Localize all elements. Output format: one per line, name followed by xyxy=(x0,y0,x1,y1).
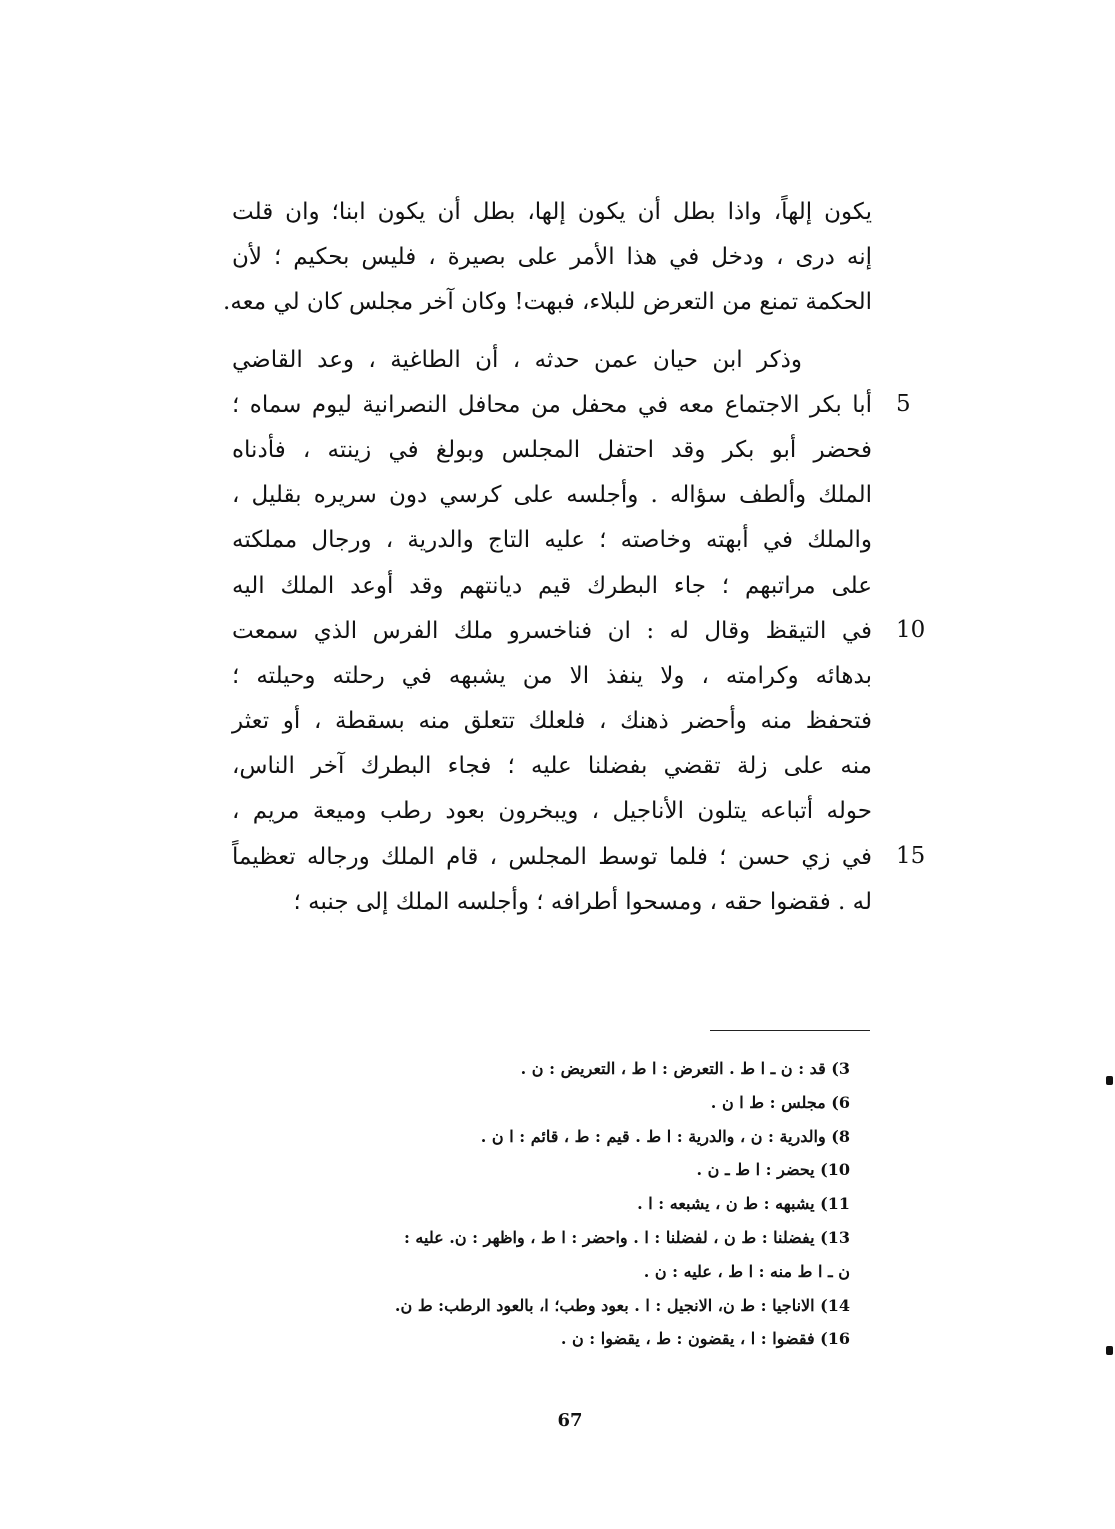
text-line: له . فقضوا حقه ، ومسحوا أطرافه ؛ وأجلسه الملك إلى جنبه ؛ xyxy=(293,888,872,915)
footnote: 8) والدرية : ن ، والدرية : ا ط . قيم : ط ، قائم : ا ن . xyxy=(480,1126,850,1146)
footnote: 13) يفضلنا : ط ن ، لفضلنا : ا . واحضر : ا ط ، واظهر : ن. عليه : xyxy=(403,1227,850,1247)
scan-edge-mark xyxy=(1106,1076,1113,1085)
footnote: 11) يشبهه : ط ن ، يشبعه : ا . xyxy=(637,1194,850,1214)
scan-edge-mark xyxy=(1106,1346,1113,1355)
text-line: إنه درى ، ودخل في هذا الأمر على بصيرة ، فليس بحكيم ؛ لأن xyxy=(232,244,872,271)
text-line: فحضر أبو بكر وقد احتفل المجلس وبولغ في زينته ، فأدناه xyxy=(232,436,872,463)
main-text-block xyxy=(223,190,872,925)
text-line: والملك في أبهته وخاصته ؛ عليه التاج والدرية ، ورجال مملكته xyxy=(232,527,872,554)
text-line: في زي حسن ؛ فلما توسط المجلس ، قام الملك ورجاله تعظيماً xyxy=(232,843,872,870)
text-line: يكون إلهاً، واذا بطل أن يكون إلها، بطل أن يكون ابنا؛ وان قلت xyxy=(232,199,872,225)
text-line: حوله أتباعه يتلون الأناجيل ، ويبخرون بعود رطب وميعة مريم ، xyxy=(232,798,872,825)
text-line: أبا بكر الاجتماع معه في محفل من محافل النصرانية ليوم سماه ؛ xyxy=(232,391,872,418)
footnote: 14) الاناجيا : ط ن، الانجيل : ا . بعود وطب؛ ا، بالعود الرطب: ط ن. xyxy=(394,1295,850,1315)
text-line: الملك وألطف سؤاله . وأجلسه على كرسي دون سريره بقليل ، xyxy=(232,482,872,509)
footnote: ن ـ ا ط منه : ا ط ، عليه : ن . xyxy=(643,1261,850,1281)
footnote: 3) قد : ن ـ ا ط . التعرض : ا ط ، التعريض : ن . xyxy=(520,1059,850,1078)
line-number: 10 xyxy=(896,617,926,643)
footnotes-block xyxy=(225,1052,850,1356)
text-line: في التيقظ وقال له : ان فناخسرو ملك الفرس الذي سمعت xyxy=(232,617,872,644)
text-line: بدهائه وكرامته ، ولا ينفذ الا من يشبهه في رحلته وحيلته ؛ xyxy=(232,662,872,689)
footnote: 16) فقضوا : ا ، يقضون : ط ، يقضوا : ن . xyxy=(560,1329,850,1349)
text-line: فتحفظ منه وأحضر ذهنك ، فلعلك تتعلق منه بسقطة ، أو تعثر xyxy=(232,708,872,735)
text-line: على مراتبهم ؛ جاء البطرك قيم ديانتهم وقد أوعد الملك اليه xyxy=(232,572,872,599)
text-line: منه على زلة تقضي بفضلنا عليه ؛ فجاء البطرك آخر الناس، xyxy=(232,753,872,780)
line-number: 5 xyxy=(896,391,911,417)
footnote-divider xyxy=(710,1030,870,1031)
page-number: 67 xyxy=(557,1410,583,1431)
footnote: 10) يحضر : ا ط ـ ن . xyxy=(696,1160,850,1180)
text-line: وذكر ابن حيان عمن حدثه ، أن الطاغية ، وعد القاضي xyxy=(232,346,802,373)
text-line: الحكمة تمنع من التعرض للبلاء، فبهت! وكان آخر مجلس كان لي معه. xyxy=(223,289,872,316)
footnote: 6) مجلس : ط ا ن . xyxy=(710,1092,850,1112)
line-number: 15 xyxy=(896,843,926,869)
